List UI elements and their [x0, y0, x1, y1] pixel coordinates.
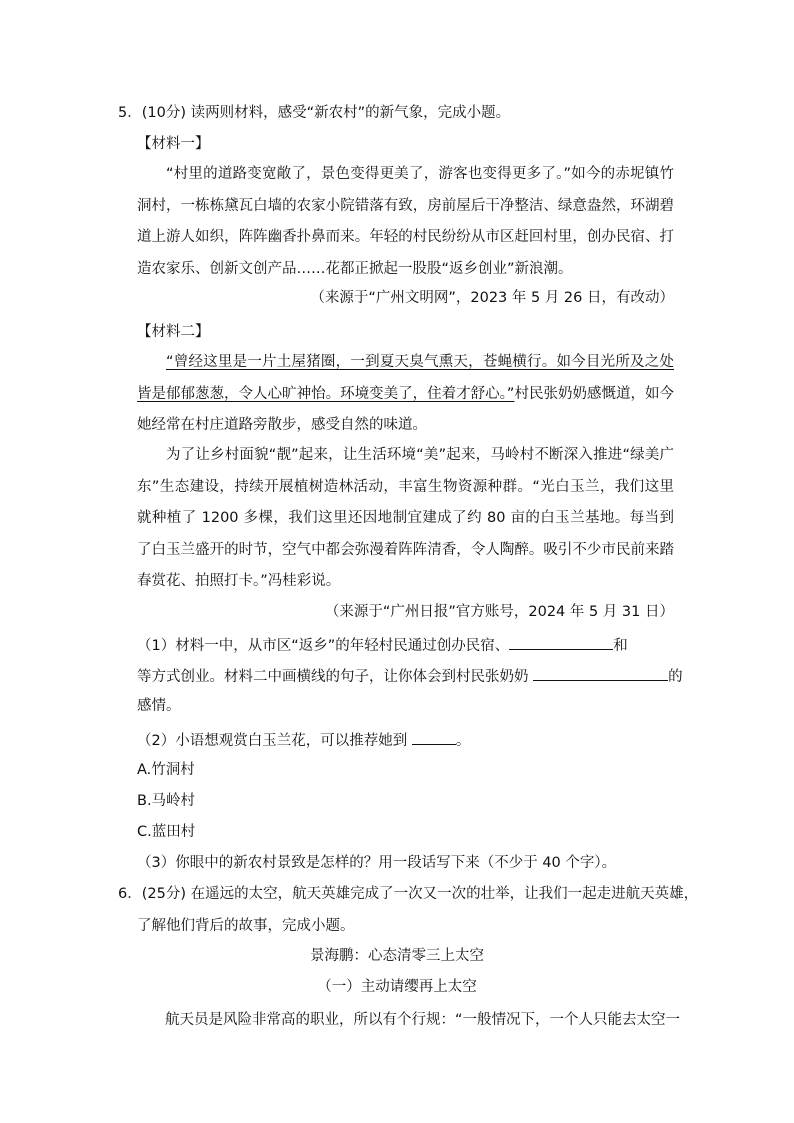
option-b[interactable]: B.马岭村 — [137, 793, 196, 809]
sub-question-1-of: 的 — [668, 669, 683, 685]
material-two-source: （来源于“广州日报”官方账号，2024 年 5 月 31 日） — [324, 604, 674, 620]
sub-question-1-text-2: 等方式创业。材料二中画横线的句子，让你体会到村民张奶奶 — [137, 669, 529, 685]
material-one-text: “村里的道路变宽敞了，景色变得更美了，游客也变得更多了。”如今的赤坭镇竹洞村，一栋栋黛瓦白墙的农家小院错落有致，房前屋后干净整洁、绿意盎然，环湖碧道上游人如织，阵阵幽香扑鼻而来。年轻的村民纷纷从市区赶回村里，创办民宿、打造农家乐、创新文创产品……花都正掀起一股股“返乡创业”新浪潮。 — [137, 166, 674, 277]
article-text: 航天员是风险非常高的职业，所以有个行规：“一般情况下，一个人只能去太空一 — [165, 1012, 681, 1028]
sub-question-2-text: （2）小语想观赏白玉兰花，可以推荐她到 — [137, 733, 408, 749]
material-one-title: 【材料一】 — [137, 136, 210, 152]
sub-question-1-line-2 — [137, 664, 683, 687]
underlined-sentence: “曾经这里是一片土屋猪圈，一到夏天臭气熏天，苍蝇横行。如今目光所及之处皆是郁郁葱葱，令人心旷神怡。环境变美了，住着才舒心。” — [137, 354, 674, 402]
material-two-continuation: 村民张奶奶感慨道，如今她经常在村庄道路旁散步，感受自然的味道。 — [137, 385, 675, 433]
article-title: 景海鹏：心态清零三上太空 — [310, 948, 484, 964]
q5-stem: 5．(10分) 读两则材料，感受“新农村”的新气象，完成小题。 — [118, 105, 511, 121]
sub-question-1-line-3: 感情。 — [137, 698, 181, 714]
sub-question-2 — [137, 728, 470, 751]
article-section-title: （一）主动请缨再上太空 — [317, 979, 477, 995]
sub-question-1-and: 和 — [613, 638, 628, 654]
sub-question-2-end: 。 — [455, 733, 471, 749]
option-c[interactable]: C.蓝田村 — [137, 824, 196, 840]
answer-blank-2[interactable] — [533, 664, 668, 681]
material-two-paragraph-1 — [137, 347, 674, 442]
answer-blank-3[interactable] — [412, 728, 456, 745]
q6-stem-line-2: 了解他们背后的故事，完成小题。 — [137, 918, 355, 934]
sub-question-1-line-1 — [137, 633, 628, 656]
sub-question-3: （3）你眼中的新农村景致是怎样的？用一段话写下来（不少于 40 个字）。 — [137, 855, 617, 871]
answer-blank-1[interactable] — [509, 633, 613, 650]
material-one-source: （来源于“广州文明网”，2023 年 5 月 26 日，有改动） — [310, 290, 674, 306]
option-a[interactable]: A.竹洞村 — [137, 762, 195, 778]
material-two-paragraph-2: 为了让乡村面貌“靓”起来，让生活环境“美”起来，马岭村不断深入推进“绿美广东”生态建设，持续开展植树造林活动，丰富生物资源种群。“光白玉兰，我们这里就种植了 1200 多棵，我们这里还因地制宜建成了约 80 亩的白玉兰基地。每当到了白玉兰盛开的时节，空气中都会弥漫着阵阵清香，令人陶醉。吸引不少市民前来踏春赏花、拍照打卡。”冯桂彩说。 — [137, 447, 674, 589]
sub-question-1-text: （1）材料一中，从市区“返乡”的年轻村民通过创办民宿、 — [137, 638, 510, 654]
material-two-title: 【材料二】 — [137, 324, 210, 340]
q6-stem-line-1: 6．(25分) 在遥远的太空，航天英雄完成了一次又一次的壮举，让我们一起走进航天英雄， — [118, 886, 699, 902]
